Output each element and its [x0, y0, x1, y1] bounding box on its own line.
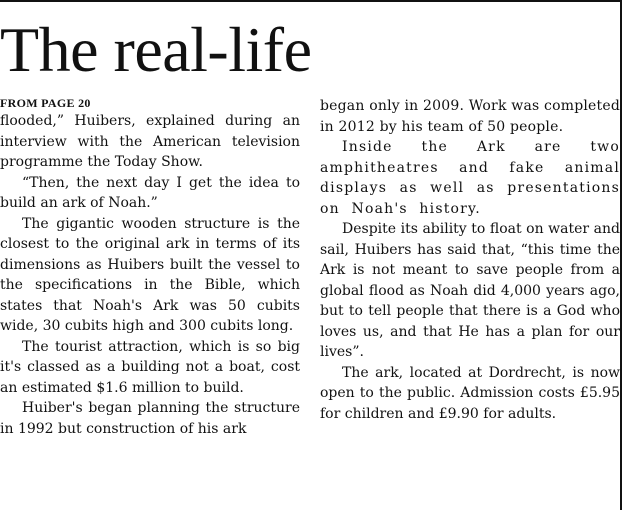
right-column: [320, 96, 620, 424]
headline: The real-life: [0, 14, 312, 85]
paragraph: Huiber's began planning the structure in 1992 but construction of his ark: [0, 400, 300, 437]
paragraph: Inside the Ark are two amphitheatres and fake animal displays as well as presentations on Noah's history.: [320, 139, 620, 217]
paragraph: The tourist attraction, which is so big it's classed as a building not a boat, cost an estimated $1.6 million to build.: [0, 338, 300, 396]
paragraph: flooded,” Huibers, explained during an interview with the American television programme the Today Show.: [0, 113, 300, 170]
paragraph: The ark, located at Dordrecht, is now open to the public. Admission costs £5.95 for children and £9.90 for adults.: [320, 364, 620, 422]
paragraph: “Then, the next day I get the idea to build an ark of Noah.”: [0, 174, 300, 211]
column-rule: [620, 0, 622, 510]
paragraph: Despite its ability to float on water and sail, Huibers has said that, “this time the Ark is not meant to save people from a global flood as Noah did 4,000 years ago, but to tell people that there is a God who loves us, and that He has a plan for our lives”.: [320, 221, 620, 360]
paragraph: The gigantic wooden structure is the closest to the original ark in terms of its dimensions as Huibers built the vessel to the specifications in the Bible, which states that Noah's Ark was 50 cubits wide, 30 cubits high and 300 cubits long.: [0, 215, 300, 334]
top-rule: [0, 0, 620, 2]
left-column: [0, 96, 300, 439]
paragraph: began only in 2009. Work was completed in 2012 by his team of 50 people.: [320, 98, 620, 135]
continued-from-label: FROM PAGE 20: [0, 96, 91, 110]
